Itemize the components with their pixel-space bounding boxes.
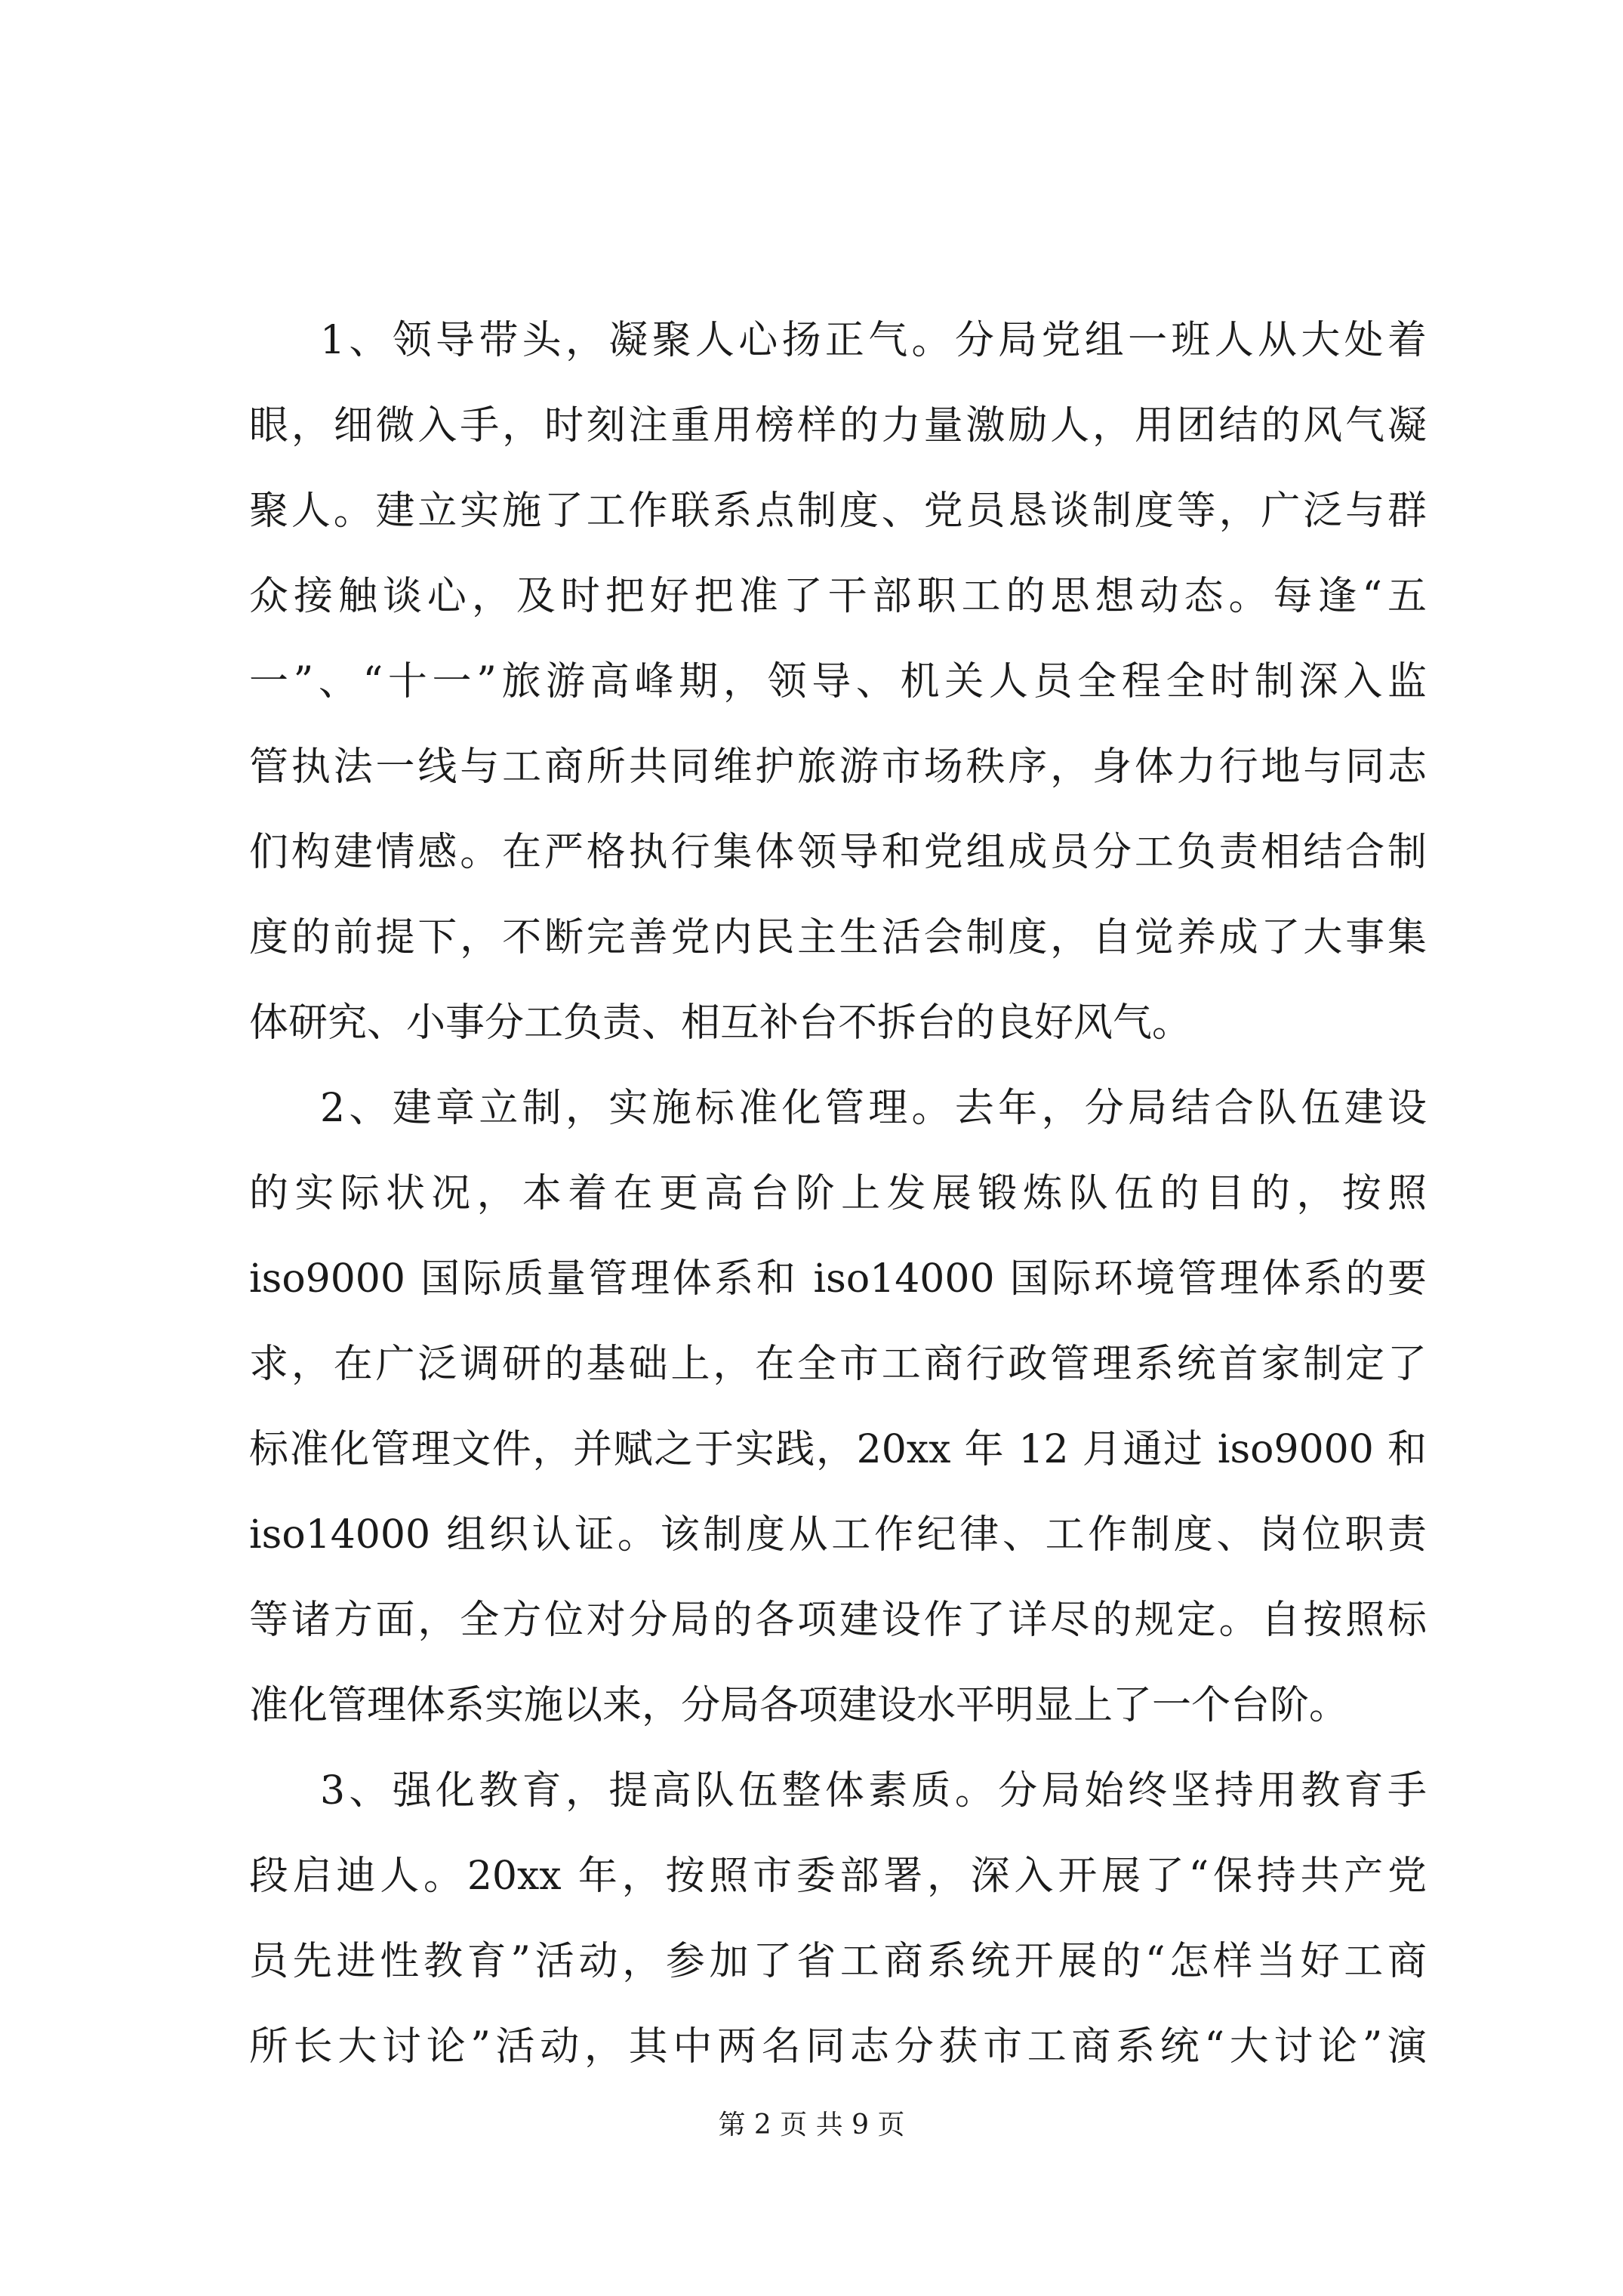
paragraph-2-line-8: 准化管理体系实施以来，分局各项建设水平明显上了一个台阶。 (249, 1683, 1349, 1728)
paragraph-1-line-5: 一”、“十一”旅游高峰期，领导、机关人员全程全时制深入监 (249, 659, 1427, 704)
paragraph-2-line-6: iso14000 组织认证。该制度从工作纪律、工作制度、岗位职责 (249, 1512, 1427, 1558)
paragraph-1-line-4: 众接触谈心，及时把好把准了干部职工的思想动态。每逢“五 (249, 574, 1427, 619)
paragraph-3-line-3: 员先进性教育”活动，参加了省工商系统开展的“怎样当好工商 (249, 1939, 1427, 1984)
paragraph-1-line-9: 体研究、小事分工负责、相互补台不拆台的良好风气。 (249, 1000, 1192, 1046)
paragraph-3-line-2: 段启迪人。20xx 年，按照市委部署，深入开展了“保持共产党 (249, 1854, 1427, 1899)
paragraph-2-line-2: 的实际状况，本着在更高台阶上发展锻炼队伍的目的，按照 (249, 1171, 1427, 1216)
paragraph-1-line-2: 眼，细微入手，时刻注重用榜样的力量激励人，用团结的风气凝 (249, 403, 1427, 448)
paragraph-1-line-7: 们构建情感。在严格执行集体领导和党组成员分工负责相结合制 (249, 830, 1427, 875)
paragraph-2-line-4: 求，在广泛调研的基础上，在全市工商行政管理系统首家制定了 (249, 1342, 1427, 1387)
paragraph-1-line-1: 1、领导带头，凝聚人心扬正气。分局党组一班人从大处着 (320, 318, 1427, 363)
paragraph-1-line-3: 聚人。建立实施了工作联系点制度、党员恳谈制度等，广泛与群 (249, 488, 1427, 534)
paragraph-3-line-4: 所长大讨论”活动，其中两名同志分获市工商系统“大讨论”演 (249, 2024, 1427, 2069)
paragraph-1-line-8: 度的前提下，不断完善党内民主生活会制度，自觉养成了大事集 (249, 915, 1427, 960)
page-number-footer: 第 2 页 共 9 页 (718, 2110, 905, 2140)
paragraph-2-line-7: 等诸方面，全方位对分局的各项建设作了详尽的规定。自按照标 (249, 1598, 1427, 1643)
paragraph-2-line-5: 标准化管理文件，并赋之于实践，20xx 年 12 月通过 iso9000 和 (249, 1427, 1427, 1472)
paragraph-2-line-3: iso9000 国际质量管理体系和 iso14000 国际环境管理体系的要 (249, 1256, 1427, 1302)
paragraph-2-line-1: 2、建章立制，实施标准化管理。去年，分局结合队伍建设 (320, 1086, 1427, 1131)
paragraph-3-line-1: 3、强化教育，提高队伍整体素质。分局始终坚持用教育手 (320, 1768, 1427, 1814)
paragraph-1-line-6: 管执法一线与工商所共同维护旅游市场秩序，身体力行地与同志 (249, 744, 1427, 790)
document-body (249, 298, 1427, 2090)
